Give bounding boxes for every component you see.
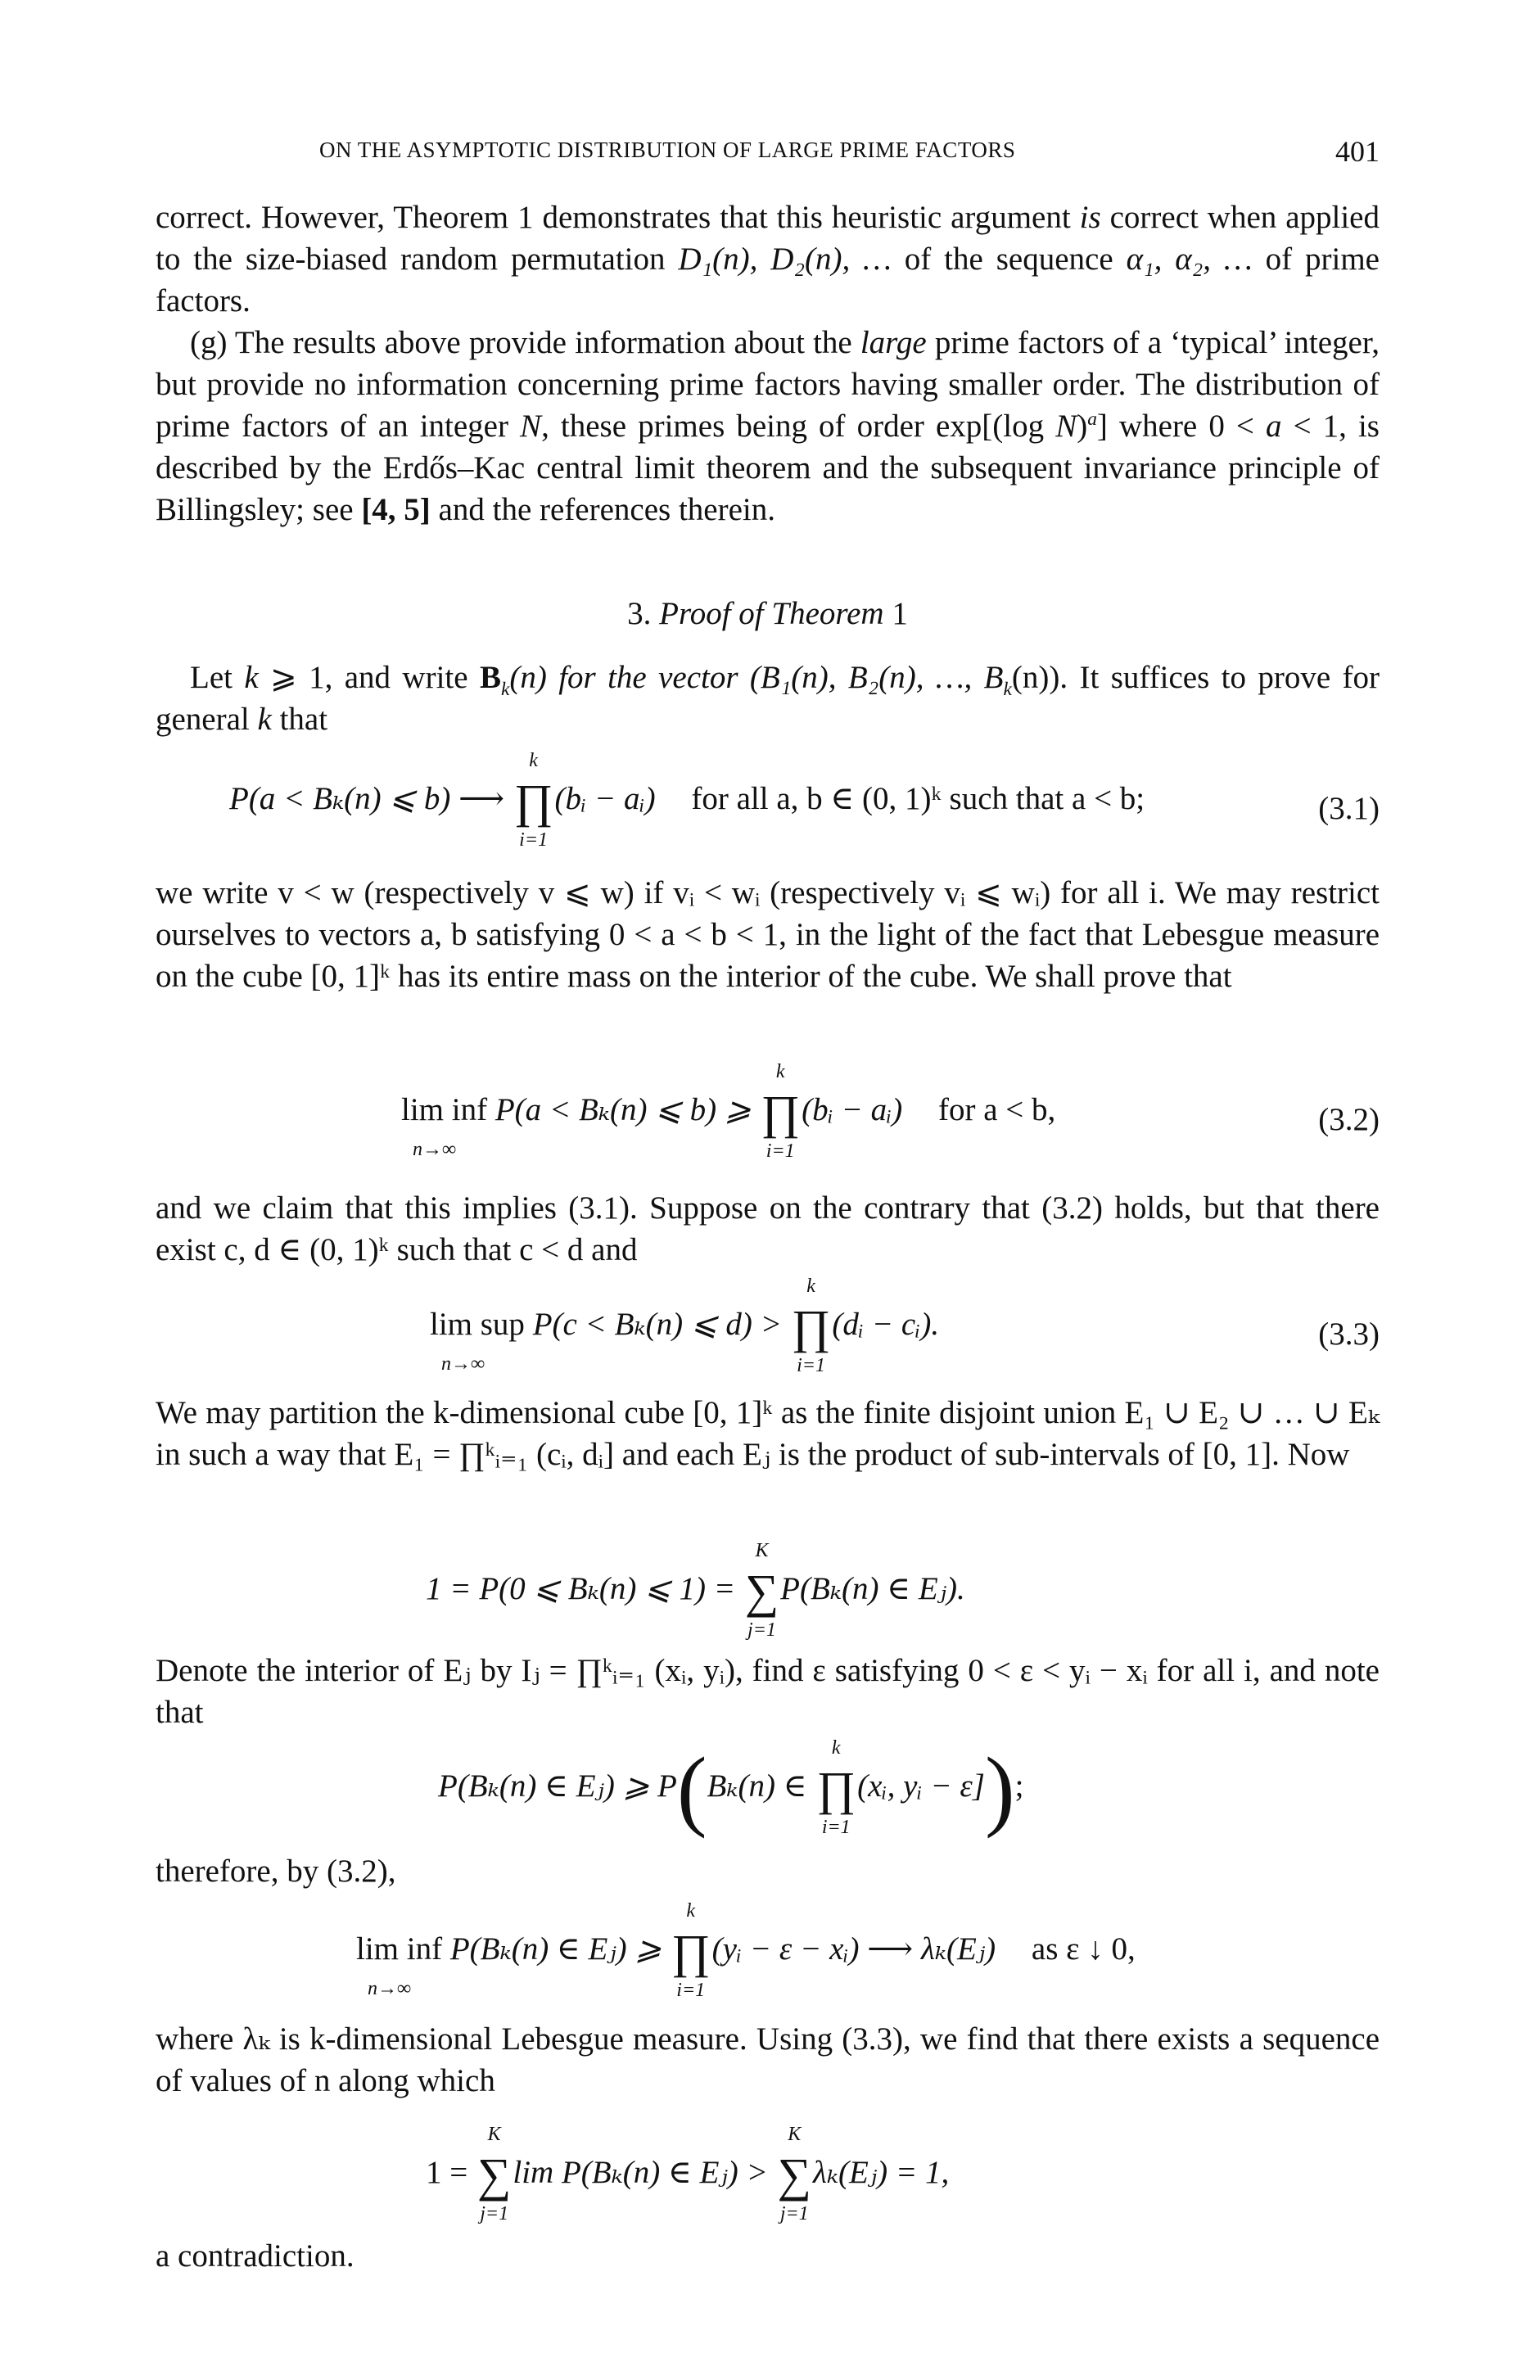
equation-lhs: 1 =	[426, 2154, 476, 2190]
equation-condition: for a < b,	[937, 1091, 1056, 1127]
equation-middle: lim P(Bₖ(n) ∈ Eⱼ) >	[513, 2154, 776, 2190]
product-icon: ∏	[791, 1300, 831, 1353]
paragraph-interior: Denote the interior of Eⱼ by Iⱼ = ∏ᵏᵢ₌₁ (xᵢ, yᵢ), find ε satisfying 0 < ε < yᵢ − xᵢ for all i, and note that	[156, 1653, 1380, 1730]
text: and the references therein.	[430, 492, 775, 527]
equation-final	[426, 2124, 950, 2224]
text: )	[1077, 409, 1088, 444]
math-a: a	[1087, 409, 1097, 430]
emphasis: large	[860, 325, 927, 360]
running-header	[156, 135, 1380, 170]
emphasis: is	[1079, 200, 1101, 235]
product-upper: k	[686, 1900, 696, 1922]
product-icon: ∏	[816, 1762, 856, 1815]
page-number: 401	[1335, 135, 1380, 168]
lim-label: lim inf	[401, 1091, 488, 1127]
lim-label: lim inf	[356, 1931, 443, 1967]
left-paren: (	[676, 1739, 707, 1839]
product-lower: i=1	[821, 1817, 851, 1838]
math-sequence: D₁(n), D₂(n), …	[678, 242, 892, 277]
math-k: k	[244, 660, 259, 695]
math-alphas: α₁, α₂, …	[1126, 242, 1253, 277]
sum-upper: K	[755, 1540, 769, 1561]
product-upper: k	[529, 750, 538, 771]
product-operator	[671, 1900, 711, 2001]
sum-operator	[477, 2124, 512, 2224]
equation-lhs: P(c < Bₖ(n) ⩽ d) >	[524, 1306, 790, 1342]
equation-rhs: (yᵢ − ε − xᵢ) ⟶ λₖ(Eⱼ)	[711, 1931, 996, 1967]
liminf	[401, 1091, 488, 1160]
equation-rhs: (xᵢ, yᵢ − ε]	[857, 1768, 985, 1804]
sum-lower: j=1	[747, 1619, 776, 1641]
right-paren: )	[984, 1739, 1015, 1839]
equation-lhs: 1 = P(0 ⩽ Bₖ(n) ⩽ 1) =	[426, 1570, 743, 1606]
product-icon: ∏	[761, 1086, 801, 1139]
math-k: k	[500, 678, 510, 700]
paragraph-partition: We may partition the k-dimensional cube [0, 1]ᵏ as the finite disjoint union E₁ ∪ E₂ ∪ … ∪ Eₖ in such a way that E₁ = ∏ᵏᵢ₌₁ (cᵢ, dᵢ] and each Eⱼ is the product of sub-intervals of [0, 1]. Now	[156, 1395, 1380, 1472]
math-vector: (n) for the vector (B₁(n), B₂(n), …, B	[509, 660, 1004, 695]
section-heading	[156, 595, 1380, 632]
product-lower: i=1	[797, 1355, 825, 1376]
text: of prime factors.	[156, 242, 1380, 318]
math-a: a	[1265, 409, 1282, 444]
sum-lower: j=1	[480, 2203, 509, 2224]
sum-operator	[744, 1540, 779, 1641]
sum-icon: ∑	[777, 2148, 811, 2202]
lim-subscript: n→∞	[368, 1977, 412, 1999]
text: correct when applied to the size-biased random permutation	[156, 200, 1380, 277]
lim-label: lim sup	[430, 1306, 525, 1342]
product-lower: i=1	[765, 1140, 795, 1162]
paragraph-lebesgue: where λₖ is k-dimensional Lebesgue measure. Using (3.3), we find that there exists a sequence of values of n along which	[156, 2021, 1380, 2098]
equation-sum	[426, 1540, 965, 1641]
text: (g) The results above provide information about the	[190, 325, 860, 360]
product-operator	[791, 1276, 831, 1376]
product-lower: i=1	[519, 829, 549, 851]
equation-inner: Bₖ(n) ∈	[707, 1768, 815, 1804]
section-number: 3.	[627, 596, 660, 631]
paragraph-claim: and we claim that this implies (3.1). Suppose on the contrary that (3.2) holds, but that there exist c, d ∈ (0, 1)ᵏ such that c < d and	[156, 1190, 1380, 1267]
product-lower: i=1	[676, 1980, 706, 2001]
sum-lower: j=1	[779, 2203, 809, 2224]
paragraph-therefore: therefore, by (3.2),	[156, 1854, 396, 1889]
equation-condition: as ε ↓ 0,	[1031, 1931, 1136, 1967]
equation-rhs: P(Bₖ(n) ∈ Eⱼ).	[780, 1570, 965, 1606]
equation-condition: for all a, b ∈ (0, 1)ᵏ such that a < b;	[691, 780, 1145, 816]
text: of the sequence	[891, 242, 1127, 277]
text: correct. However, Theorem 1 demonstrates that this heuristic argument	[156, 200, 1080, 235]
math-N: N	[1055, 409, 1077, 444]
equation-3-2	[401, 1061, 1056, 1162]
equation-3-3	[430, 1276, 940, 1376]
product-upper: k	[806, 1276, 815, 1297]
product-upper: k	[831, 1737, 841, 1759]
lim-subscript: n→∞	[413, 1138, 457, 1160]
equation-number: (3.1)	[1318, 791, 1380, 826]
sum-operator	[777, 2124, 811, 2224]
limsup	[430, 1306, 525, 1375]
equation-lhs: P(Bₖ(n) ∈ Eⱼ) ⩾	[442, 1931, 670, 1967]
sum-icon: ∑	[477, 2148, 512, 2202]
equation-lhs: P(Bₖ(n) ∈ Eⱼ) ⩾ P	[438, 1768, 677, 1804]
sum-icon: ∑	[744, 1565, 779, 1618]
equation-lhs: P(a < Bₖ(n) ⩽ b) ⟶	[229, 780, 513, 816]
paragraph-contradiction: a contradiction.	[156, 2238, 355, 2274]
product-operator	[816, 1737, 856, 1838]
section-title: Proof of Theorem	[659, 596, 884, 631]
paragraph-let-k	[156, 657, 1380, 740]
product-icon: ∏	[671, 1925, 711, 1978]
punctuation: ;	[1014, 1768, 1024, 1804]
text: < 1, is described by the Erdős–Kac central limit theorem and the subsequent invariance principle of Billingsley; see	[156, 409, 1380, 527]
equation-note	[438, 1737, 1024, 1839]
equation-lhs: P(a < Bₖ(n) ⩽ b) ⩾	[487, 1091, 760, 1127]
equation-rhs: (bᵢ − aᵢ)	[554, 780, 656, 816]
equation-rhs: (dᵢ − cᵢ).	[832, 1306, 940, 1342]
math-k: k	[257, 702, 272, 737]
text: prime factors of a ‘typical’ integer, but provide no information concerning prime factors having smaller order. The distribution of prime factors of an integer	[156, 325, 1380, 444]
paragraph-we-write: we write v < w (respectively v ⩽ w) if vᵢ < wᵢ (respectively vᵢ ⩽ wᵢ) for all i. We may restrict ourselves to vectors a, b satisfying 0 < a < b < 1, in the light of the fact that Lebesgue measure on the cube [0, 1]ᵏ has its entire mass on the interior of the cube. We shall prove that	[156, 875, 1380, 994]
sum-upper: K	[487, 2124, 501, 2145]
running-title: ON THE ASYMPTOTIC DISTRIBUTION OF LARGE PRIME FACTORS	[319, 138, 1016, 162]
text: Let	[190, 660, 245, 695]
text: ⩾ 1, and write	[258, 660, 480, 695]
theorem-number: 1	[883, 596, 908, 631]
equation-number: (3.3)	[1318, 1316, 1380, 1352]
equation-rhs: λₖ(Eⱼ) = 1,	[812, 2154, 950, 2190]
lim-subscript: n→∞	[441, 1353, 485, 1375]
paragraph-heuristic	[156, 196, 1380, 322]
product-upper: k	[775, 1061, 785, 1082]
text: that	[271, 702, 328, 737]
text: , these primes being of order exp[(log	[541, 409, 1056, 444]
sum-upper: K	[788, 2124, 802, 2145]
equation-liminf	[356, 1900, 1136, 2001]
liminf	[356, 1931, 443, 1999]
math-k: k	[1003, 678, 1012, 700]
product-operator	[761, 1061, 801, 1162]
product-operator	[513, 750, 553, 851]
math-bold-B: B	[479, 660, 501, 695]
text: ] where 0 <	[1096, 409, 1266, 444]
text: (n)). It suffices to prove for general	[156, 660, 1380, 737]
math-N: N	[520, 409, 542, 444]
equation-3-1	[229, 750, 1145, 851]
product-icon: ∏	[513, 775, 553, 828]
paragraph-g	[156, 322, 1380, 531]
equation-rhs: (bᵢ − aᵢ)	[802, 1091, 903, 1127]
citation: [4, 5]	[361, 492, 431, 527]
equation-number: (3.2)	[1318, 1102, 1380, 1137]
